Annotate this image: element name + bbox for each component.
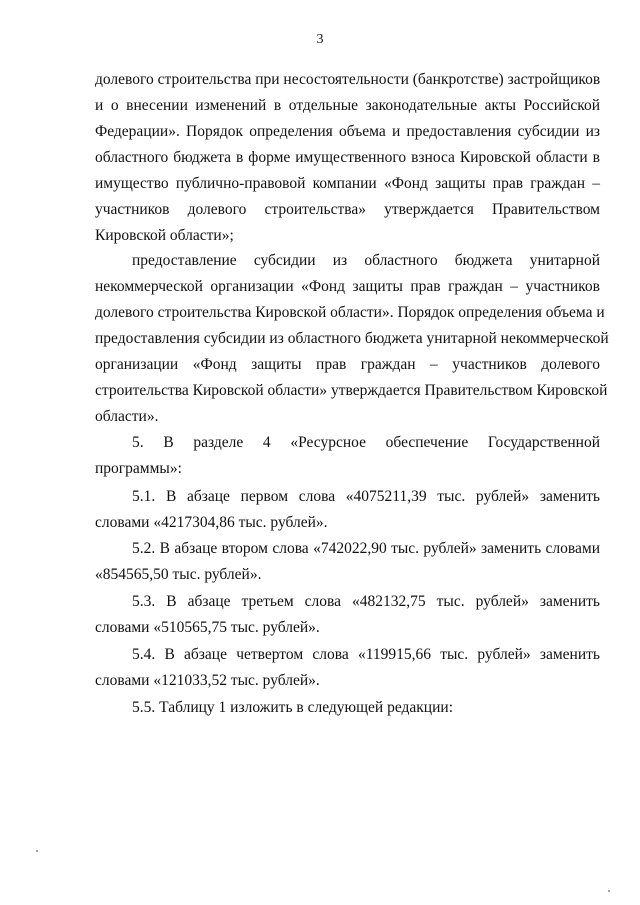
text-line: предоставление субсидии из областного бюджета унитарной — [132, 252, 600, 269]
text-line: области». — [95, 408, 159, 425]
text-line: словами «4217304,86 тыс. рублей». — [95, 514, 328, 531]
text-line: долевого строительства при несостоятельности (банкротстве) застройщиков — [95, 71, 601, 88]
text-line: участников долевого строительства» утверждается Правительством — [95, 201, 600, 218]
page-number: 3 — [316, 32, 324, 47]
item-5-2 — [95, 536, 600, 588]
text-line: областного бюджета в форме имущественного взноса Кировской области в — [95, 149, 600, 166]
text-line: словами «510565,75 тыс. рублей». — [95, 619, 320, 636]
text-line: долевого строительства Кировской области». Порядок определения объема и — [95, 304, 605, 321]
item-5 — [95, 430, 600, 482]
text-line: 5.2. В абзаце втором слова «742022,90 тыс. рублей» заменить словами — [132, 540, 600, 557]
text-line: Федерации». Порядок определения объема и предоставления субсидии из — [95, 123, 600, 140]
text-line: 5.1. В абзаце первом слова «4075211,39 тыс. рублей» заменить — [132, 488, 600, 505]
scan-artifact — [36, 850, 38, 852]
item-5-3 — [95, 589, 600, 641]
text-line: имущество публично-правовой компании «Фонд защиты прав граждан – — [95, 175, 600, 192]
text-line: строительства Кировской области» утверждается Правительством Кировской — [95, 382, 608, 399]
text-line: программы»: — [95, 460, 182, 477]
text-line: предоставления субсидии из областного бюджета унитарной некоммерческой — [95, 330, 609, 347]
text-line: и о внесении изменений в отдельные законодательные акты Российской — [95, 97, 600, 114]
item-5-5 — [95, 695, 600, 721]
text-line: Кировской области»; — [95, 227, 234, 244]
item-5-4 — [95, 642, 600, 694]
text-line: «854565,50 тыс. рублей». — [95, 566, 262, 583]
text-line: 5.4. В абзаце четвертом слова «119915,66 тыс. рублей» заменить — [132, 646, 600, 663]
item-5-1 — [95, 484, 600, 536]
paragraph-continuation — [95, 67, 600, 249]
text-line: 5. В разделе 4 «Ресурсное обеспечение Государственной — [132, 434, 600, 451]
text-line: 5.3. В абзаце третьем слова «482132,75 тыс. рублей» заменить — [132, 593, 600, 610]
scan-artifact — [608, 890, 610, 892]
text-line: организации «Фонд защиты прав граждан – участников долевого — [95, 356, 600, 373]
text-line: словами «121033,52 тыс. рублей». — [95, 672, 320, 689]
text-line: некоммерческой организации «Фонд защиты прав граждан – участников — [95, 278, 600, 295]
text-line: 5.5. Таблицу 1 изложить в следующей редакции: — [132, 699, 453, 716]
paragraph-subsidy — [95, 248, 609, 430]
